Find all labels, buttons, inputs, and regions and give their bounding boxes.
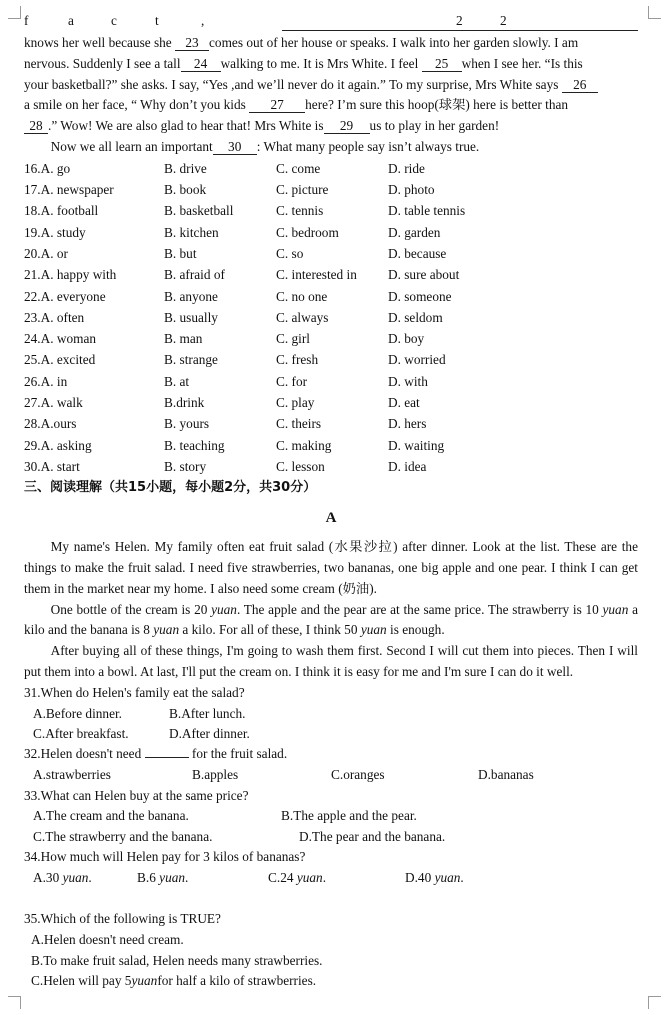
question-34: 34.How much will Helen pay for 3 kilos of bananas? <box>24 849 306 865</box>
question-31: 31.When do Helen's family eat the salad? <box>24 684 245 700</box>
option[interactable]: C.The strawberry and the banana. <box>33 828 213 844</box>
question-32 <box>24 744 638 765</box>
option[interactable]: B. teaching <box>164 437 225 453</box>
header-fragment: c <box>111 13 117 28</box>
option[interactable]: C. no one <box>276 288 328 304</box>
section-title: 三、阅读理解（共15小题，每小题2分，共30分） <box>24 480 317 496</box>
option[interactable]: B.After lunch. <box>169 705 246 721</box>
option[interactable]: C. for <box>276 373 308 389</box>
answer-blank <box>145 757 189 758</box>
option-row <box>24 413 638 434</box>
blank-23[interactable]: 23 <box>175 35 209 51</box>
option[interactable]: B. usually <box>164 309 218 325</box>
option[interactable]: C. lesson <box>276 458 325 474</box>
option[interactable]: C. always <box>276 309 329 325</box>
cloze-text: when I see her. “Is this <box>461 55 583 71</box>
option[interactable]: C.oranges <box>331 767 385 783</box>
blank-26[interactable]: 26 <box>562 77 598 93</box>
blank-30[interactable]: 30 <box>213 139 257 155</box>
option[interactable]: B.The apple and the pear. <box>281 808 417 824</box>
option[interactable]: 18.A. football <box>24 203 99 219</box>
cloze-options <box>24 158 638 477</box>
cloze-line <box>24 95 638 116</box>
option[interactable]: D. sure about <box>388 267 460 283</box>
document-page <box>24 13 638 991</box>
passage-paragraph: My name's Helen. My family often eat fruit salad (水果沙拉) after dinner. Look at the list. These are the things to make the fruit salad. I need five strawberries, two bananas, one big apple and one pear. I think I can get them in the market near my home. I also need some cream (奶油). <box>24 539 638 596</box>
question-34-options <box>24 868 638 888</box>
blank-24[interactable]: 24 <box>181 56 221 72</box>
cloze-text: knows her well because she <box>24 35 176 50</box>
option[interactable]: D. garden <box>388 224 441 240</box>
option[interactable]: D. boy <box>388 331 425 347</box>
cloze-text: nervous. Suddenly I see a tall <box>24 55 181 71</box>
option[interactable]: D. eat <box>388 395 420 411</box>
option[interactable]: 22.A. everyone <box>24 288 106 304</box>
option[interactable]: C. play <box>276 395 315 411</box>
option[interactable]: D. with <box>388 373 428 389</box>
cloze-text: a smile on her face, “ Why don’t you kids <box>24 97 250 113</box>
option[interactable]: B. man <box>164 331 203 347</box>
cloze-passage <box>24 33 638 158</box>
question-35: 35.Which of the following is TRUE? <box>24 911 221 927</box>
cloze-text: here? I’m sure this hoop(球架) here is better than <box>305 97 569 113</box>
option-row <box>24 243 638 264</box>
option[interactable]: D. because <box>388 245 447 261</box>
option[interactable]: 24.A. woman <box>24 331 97 347</box>
option[interactable]: D. someone <box>388 288 452 304</box>
option[interactable]: D. waiting <box>388 437 445 453</box>
blank-25[interactable]: 25 <box>422 56 462 72</box>
crop-mark-bottom-left <box>8 996 21 1009</box>
cloze-line <box>24 75 638 96</box>
header-fragment: a <box>68 13 74 28</box>
option-row <box>24 392 638 413</box>
option[interactable]: C.24 yuan. <box>268 870 327 886</box>
option-row <box>24 307 638 328</box>
option[interactable]: D. hers <box>388 416 427 432</box>
crop-mark-top-right <box>648 6 661 19</box>
option[interactable]: C. picture <box>276 182 329 198</box>
passage-title: A <box>325 510 337 527</box>
option[interactable]: D. seldom <box>388 309 443 325</box>
option[interactable]: C.Helen will pay 5 yuan for half a kilo of strawberries. <box>31 973 317 989</box>
option[interactable]: 30.A. start <box>24 458 80 474</box>
option[interactable]: D. idea <box>388 458 427 474</box>
option[interactable]: D.The pear and the banana. <box>299 828 446 844</box>
cloze-line <box>24 54 638 75</box>
cloze-text: Now we all learn an important <box>50 138 213 154</box>
blank-28[interactable]: 28 <box>24 118 48 134</box>
option[interactable]: B. yours <box>164 416 210 432</box>
blank-29[interactable]: 29 <box>324 118 370 134</box>
option[interactable]: B. at <box>164 373 190 389</box>
header-rule <box>282 30 638 31</box>
question-32-stem-end: for the fruit salad. <box>188 746 288 762</box>
option-row <box>24 264 638 285</box>
option[interactable]: 27.A. walk <box>24 395 83 411</box>
option[interactable]: D. ride <box>388 160 425 176</box>
passage-paragraph: One bottle of the cream is 20 yuan. The apple and the pear are at the same price. The strawberry is 10 yuan a kilo and the banana is 8 yuan a kilo. For all of these, I think 50 yuan is enough. <box>24 601 638 638</box>
question-31-options <box>24 704 638 724</box>
option[interactable]: B. story <box>164 458 207 474</box>
option[interactable]: 26.A. in <box>24 373 68 389</box>
option-row <box>24 179 638 200</box>
option[interactable]: 28.A.ours <box>24 416 77 432</box>
option[interactable]: 16.A. go <box>24 160 71 176</box>
option[interactable]: B. kitchen <box>164 224 219 240</box>
option[interactable]: D. worried <box>388 352 446 368</box>
option[interactable]: C.After breakfast. <box>33 726 129 742</box>
option[interactable]: B.apples <box>192 767 239 783</box>
cloze-text: your basketball?” she asks. I say, “Yes ,and we’ll never do it again.” To my surprise, Mrs White says <box>24 76 562 92</box>
option-row <box>24 158 638 179</box>
question-33-options <box>24 827 638 847</box>
option-row <box>24 200 638 221</box>
passage-paragraph: After buying all of these things, I'm going to wash them first. Second I will cut them into pieces. Then I will put them into a bowl. At last, I'll put the cream on. I think it is easy for me and I'm sure I can do it well. <box>24 643 638 680</box>
option[interactable]: B.drink <box>164 395 205 411</box>
option[interactable]: A.The cream and the banana. <box>33 808 189 824</box>
cloze-line <box>24 116 638 137</box>
header-number: 2 <box>500 13 507 28</box>
option[interactable]: A.Helen doesn't need cream. <box>31 932 184 948</box>
option[interactable]: 20.A. or <box>24 245 68 261</box>
option-row <box>24 286 638 307</box>
cloze-text: : What many people say isn’t always true. <box>256 138 480 154</box>
header-number: 2 <box>456 13 463 28</box>
option[interactable]: B. but <box>164 245 197 261</box>
option[interactable]: A.Before dinner. <box>33 705 122 721</box>
header-line <box>24 13 638 33</box>
option[interactable]: B.To make fruit salad, Helen needs many strawberries. <box>31 952 323 968</box>
option[interactable]: 17.A. newspaper <box>24 182 114 198</box>
option-row <box>24 222 638 243</box>
option[interactable]: 25.A. excited <box>24 352 96 368</box>
crop-mark-top-left <box>8 6 21 19</box>
option-row <box>24 456 638 477</box>
question-33: 33.What can Helen buy at the same price? <box>24 787 249 803</box>
option[interactable]: B. anyone <box>164 288 218 304</box>
option[interactable]: B.6 yuan. <box>137 870 189 886</box>
option[interactable]: C. theirs <box>276 416 322 432</box>
option[interactable]: 23.A. often <box>24 309 85 325</box>
option[interactable]: B. afraid of <box>164 267 225 283</box>
question-33-options <box>24 806 638 826</box>
option[interactable]: C. tennis <box>276 203 324 219</box>
question-32-stem-start: 32.Helen doesn't need <box>24 746 145 762</box>
option[interactable]: 19.A. study <box>24 224 86 240</box>
crop-mark-bottom-right <box>648 996 661 1009</box>
option[interactable]: C. come <box>276 160 321 176</box>
option[interactable]: C. bedroom <box>276 224 339 240</box>
option[interactable]: B. basketball <box>164 203 234 219</box>
option[interactable]: B. book <box>164 182 207 198</box>
option[interactable]: A.strawberries <box>33 767 111 783</box>
option[interactable]: A.30 yuan. <box>33 870 92 886</box>
question-32-options <box>24 765 638 785</box>
cloze-text: walking to me. It is Mrs White. I feel <box>220 55 422 71</box>
option[interactable]: C. making <box>276 437 332 453</box>
option[interactable]: D. table tennis <box>388 203 466 219</box>
option-row <box>24 349 638 370</box>
option[interactable]: B. drive <box>164 160 207 176</box>
option[interactable]: D.bananas <box>478 767 534 783</box>
option[interactable]: C. fresh <box>276 352 319 368</box>
option[interactable]: 29.A. asking <box>24 437 92 453</box>
option[interactable]: D.After dinner. <box>169 726 250 742</box>
option[interactable]: C. interested in <box>276 267 357 283</box>
header-fragment: f <box>24 13 29 28</box>
header-fragment: , <box>201 13 205 28</box>
question-31-options <box>24 724 638 744</box>
header-fragment: t <box>155 13 159 28</box>
cloze-line <box>24 137 638 158</box>
option[interactable]: 21.A. happy with <box>24 267 117 283</box>
option-row <box>24 371 638 392</box>
option-row <box>24 328 638 349</box>
cloze-text: comes out of her house or speaks. I walk into her garden slowly. I am <box>209 35 579 50</box>
blank-27[interactable]: 27 <box>249 97 305 113</box>
cloze-text: us to play in her garden! <box>369 118 500 134</box>
option[interactable]: C. so <box>276 245 304 261</box>
cloze-line <box>24 33 638 54</box>
option[interactable]: C. girl <box>276 331 310 347</box>
cloze-text: .” Wow! We are also glad to hear that! Mrs White is <box>48 118 324 134</box>
option[interactable]: B. strange <box>164 352 218 368</box>
option-row <box>24 435 638 456</box>
option[interactable]: D.40 yuan. <box>405 870 464 886</box>
option[interactable]: D. photo <box>388 182 435 198</box>
